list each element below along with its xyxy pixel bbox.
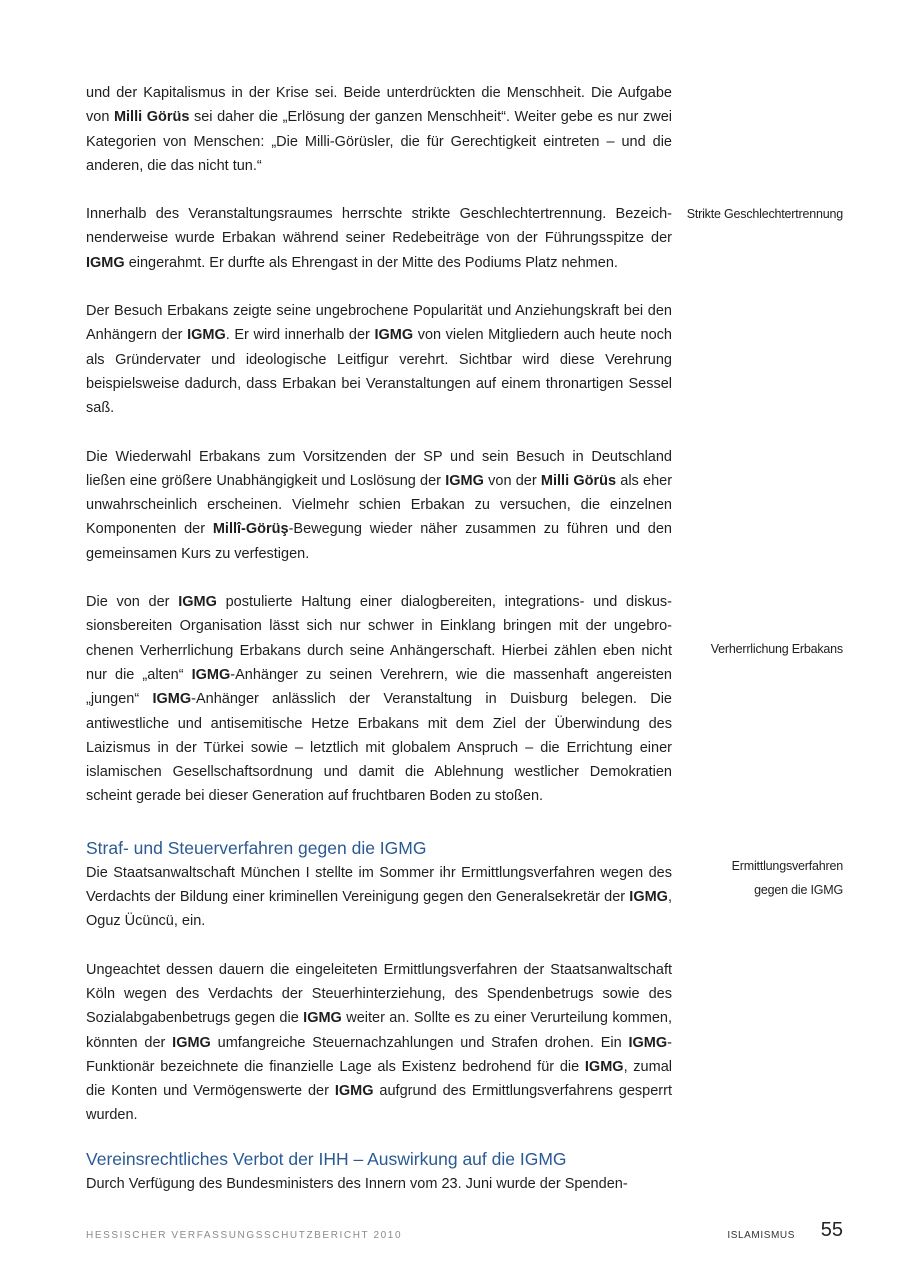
text-run: Der Besuch Erbakans zeigte seine ungebrochene Popularität und Anziehungskraft bei den Anhängern der: [86, 303, 672, 344]
text-run: -Anhänger zu seinen Verehrern, wie die massenhaft angereisten „jungen“: [86, 666, 672, 708]
bold-term: IGMG: [584, 1058, 624, 1075]
text-run: Durch Verfügung des Bundesministers des Innern vom 23. Juni wurde der Spenden-: [86, 1175, 628, 1192]
bold-term: IGMG: [191, 666, 231, 683]
page-number: 55: [820, 1219, 843, 1241]
margin-note-text: Verherrlichung Erbakans: [710, 642, 843, 656]
paragraph: [86, 861, 672, 934]
margin-note: [643, 202, 843, 226]
bold-term: Millî-Görüş: [212, 521, 289, 538]
text-run: , zumal die Konten und Vermögenswerte der: [86, 1058, 672, 1100]
text-run: Die Wiederwahl Erbakans zum Vorsitzenden der SP und sein Besuch in Deutschland ließen eine größere Unabhängigkeit und Loslösung der: [86, 448, 672, 489]
paragraph: [86, 202, 672, 275]
bold-term: IGMG: [628, 1034, 668, 1051]
paragraph: [86, 81, 672, 178]
bold-term: IGMG: [445, 472, 484, 489]
text-run: von der: [483, 472, 541, 489]
paragraph: [86, 445, 672, 566]
paragraph: [86, 590, 672, 809]
text-run: als eher unwahrscheinlich erscheinen. Vielmehr schien Erbakan zu versuchen, die einzelnen Komponenten der: [86, 472, 673, 538]
text-run: , Oguz Ücüncü, ein.: [86, 889, 672, 930]
text-run: Innerhalb des Veranstaltungsraumes herrschte strikte Geschlechtertrennung. Bezeichnenderweise wurde Erbakan während seiner Redebeiträge von der Führungsspitze der: [86, 206, 672, 247]
text-run: postulierte Haltung einer dialogbereiten, integrations- und diskussionsbereiten Organisation lässt sich nur schwer in Einklang bringen mit der ungebrochenen Verherrlichung Erbakans durch seine Anhängerschaft. Hierbei zählen eben nicht nur die „alten“: [86, 594, 672, 683]
section-heading: Straf- und Steuerverfahren gegen die IGMG: [86, 837, 427, 858]
margin-note-text: gegen die IGMG: [754, 883, 843, 897]
footer-section-label: ISLAMISMUS: [727, 1230, 795, 1241]
bold-term: IGMG: [629, 889, 668, 906]
text-run: Die Staatsanwaltschaft München I stellte im Sommer ihr Ermittlungsverfahren wegen des Verdachts der Bildung einer kriminellen Vereinigung gegen den Generalsekretär der: [86, 864, 672, 906]
margin-note-text: Ermittlungsverfahren: [731, 859, 843, 873]
bold-term: IGMG: [187, 327, 226, 344]
text-run: Ungeachtet dessen dauern die eingeleiteten Ermittlungsverfahren der Staatsanwaltschaft Köln wegen des Verdachts der Steuerhinterziehung, des Spendenbetrugs sowie des Sozialabgabenbetrugs gegen die: [86, 961, 672, 1027]
text-run: -Anhänger anlässlich der Veranstaltung in Duisburg belegen. Die antiwestliche und antisemitische Hetze Erbakans mit dem Ziel der Überwindung des Laizismus in der Türkei sowie – letztlich mit globalem Anspruch – die Errichtung einer islamischen Gesellschaftsordnung und damit die Ablehnung westlicher Demokratien scheint gerade bei dieser Generation auf fruchtbaren Boden zu stoßen.: [86, 691, 672, 805]
margin-note: [643, 637, 843, 661]
text-run: Die von der: [86, 594, 179, 611]
bold-term: IGMG: [178, 594, 217, 611]
text-run: eingerahmt. Er durfte als Ehrengast in der Mitte des Podiums Platz nehmen.: [124, 254, 618, 271]
paragraph: [86, 1172, 672, 1196]
text-run: . Er wird innerhalb der: [225, 327, 375, 344]
margin-note: [643, 854, 843, 902]
bold-term: IGMG: [334, 1083, 374, 1100]
text-run: von vielen Mitgliedern auch heute noch als Gründervater und ideologische Leitfigur verehrt. Sichtbar wird diese Verehrung beispielsweise dadurch, dass Erbakan bei Veranstaltungen auf einem thronartigen Sessel saß.: [86, 327, 672, 417]
text-run: umfangreiche Steuernachzahlungen und Strafen drohen. Ein: [210, 1034, 629, 1051]
margin-note-text: Strikte Geschlechtertrennung: [686, 207, 843, 221]
bold-term: Milli Görüs: [113, 109, 190, 126]
section-heading: Vereinsrechtliches Verbot der IHH – Auswirkung auf die IGMG: [86, 1148, 567, 1169]
text-run: und der Kapitalismus in der Krise sei. Beide unterdrückten die Menschheit. Die Aufgabe von: [86, 85, 672, 126]
text-run: aufgrund des Ermittlungsverfahrens gesperrt wurden.: [86, 1083, 672, 1124]
paragraph: [86, 299, 672, 420]
bold-term: IGMG: [303, 1010, 342, 1027]
text-run: -Funktionär bezeichnete die finanzielle Lage als Existenz bedrohend für die: [86, 1034, 672, 1075]
main-text-column: [86, 81, 672, 1196]
bold-term: Milli Görüs: [540, 472, 617, 489]
text-run: weiter an. Sollte es zu einer Verurteilung kommen, könnten der: [86, 1010, 672, 1051]
text-run: sei daher die „Erlösung der ganzen Menschheit“. Weiter gebe es nur zwei Kategorien von Menschen: „Die Milli-Görüsler, die für Gerechtigkeit eintreten – und die anderen, die das nicht tun.“: [86, 109, 672, 174]
bold-term: IGMG: [374, 327, 414, 344]
bold-term: IGMG: [152, 691, 192, 708]
paragraph: [86, 958, 672, 1128]
bold-term: IGMG: [86, 254, 125, 271]
bold-term: IGMG: [172, 1034, 211, 1051]
footer-publication: HESSISCHER VERFASSUNGSSCHUTZBERICHT 2010: [86, 1230, 403, 1241]
text-run: -Bewegung wieder näher zusammen zu führen und den gemeinsamen Kurs zu verfestigen.: [86, 521, 672, 562]
